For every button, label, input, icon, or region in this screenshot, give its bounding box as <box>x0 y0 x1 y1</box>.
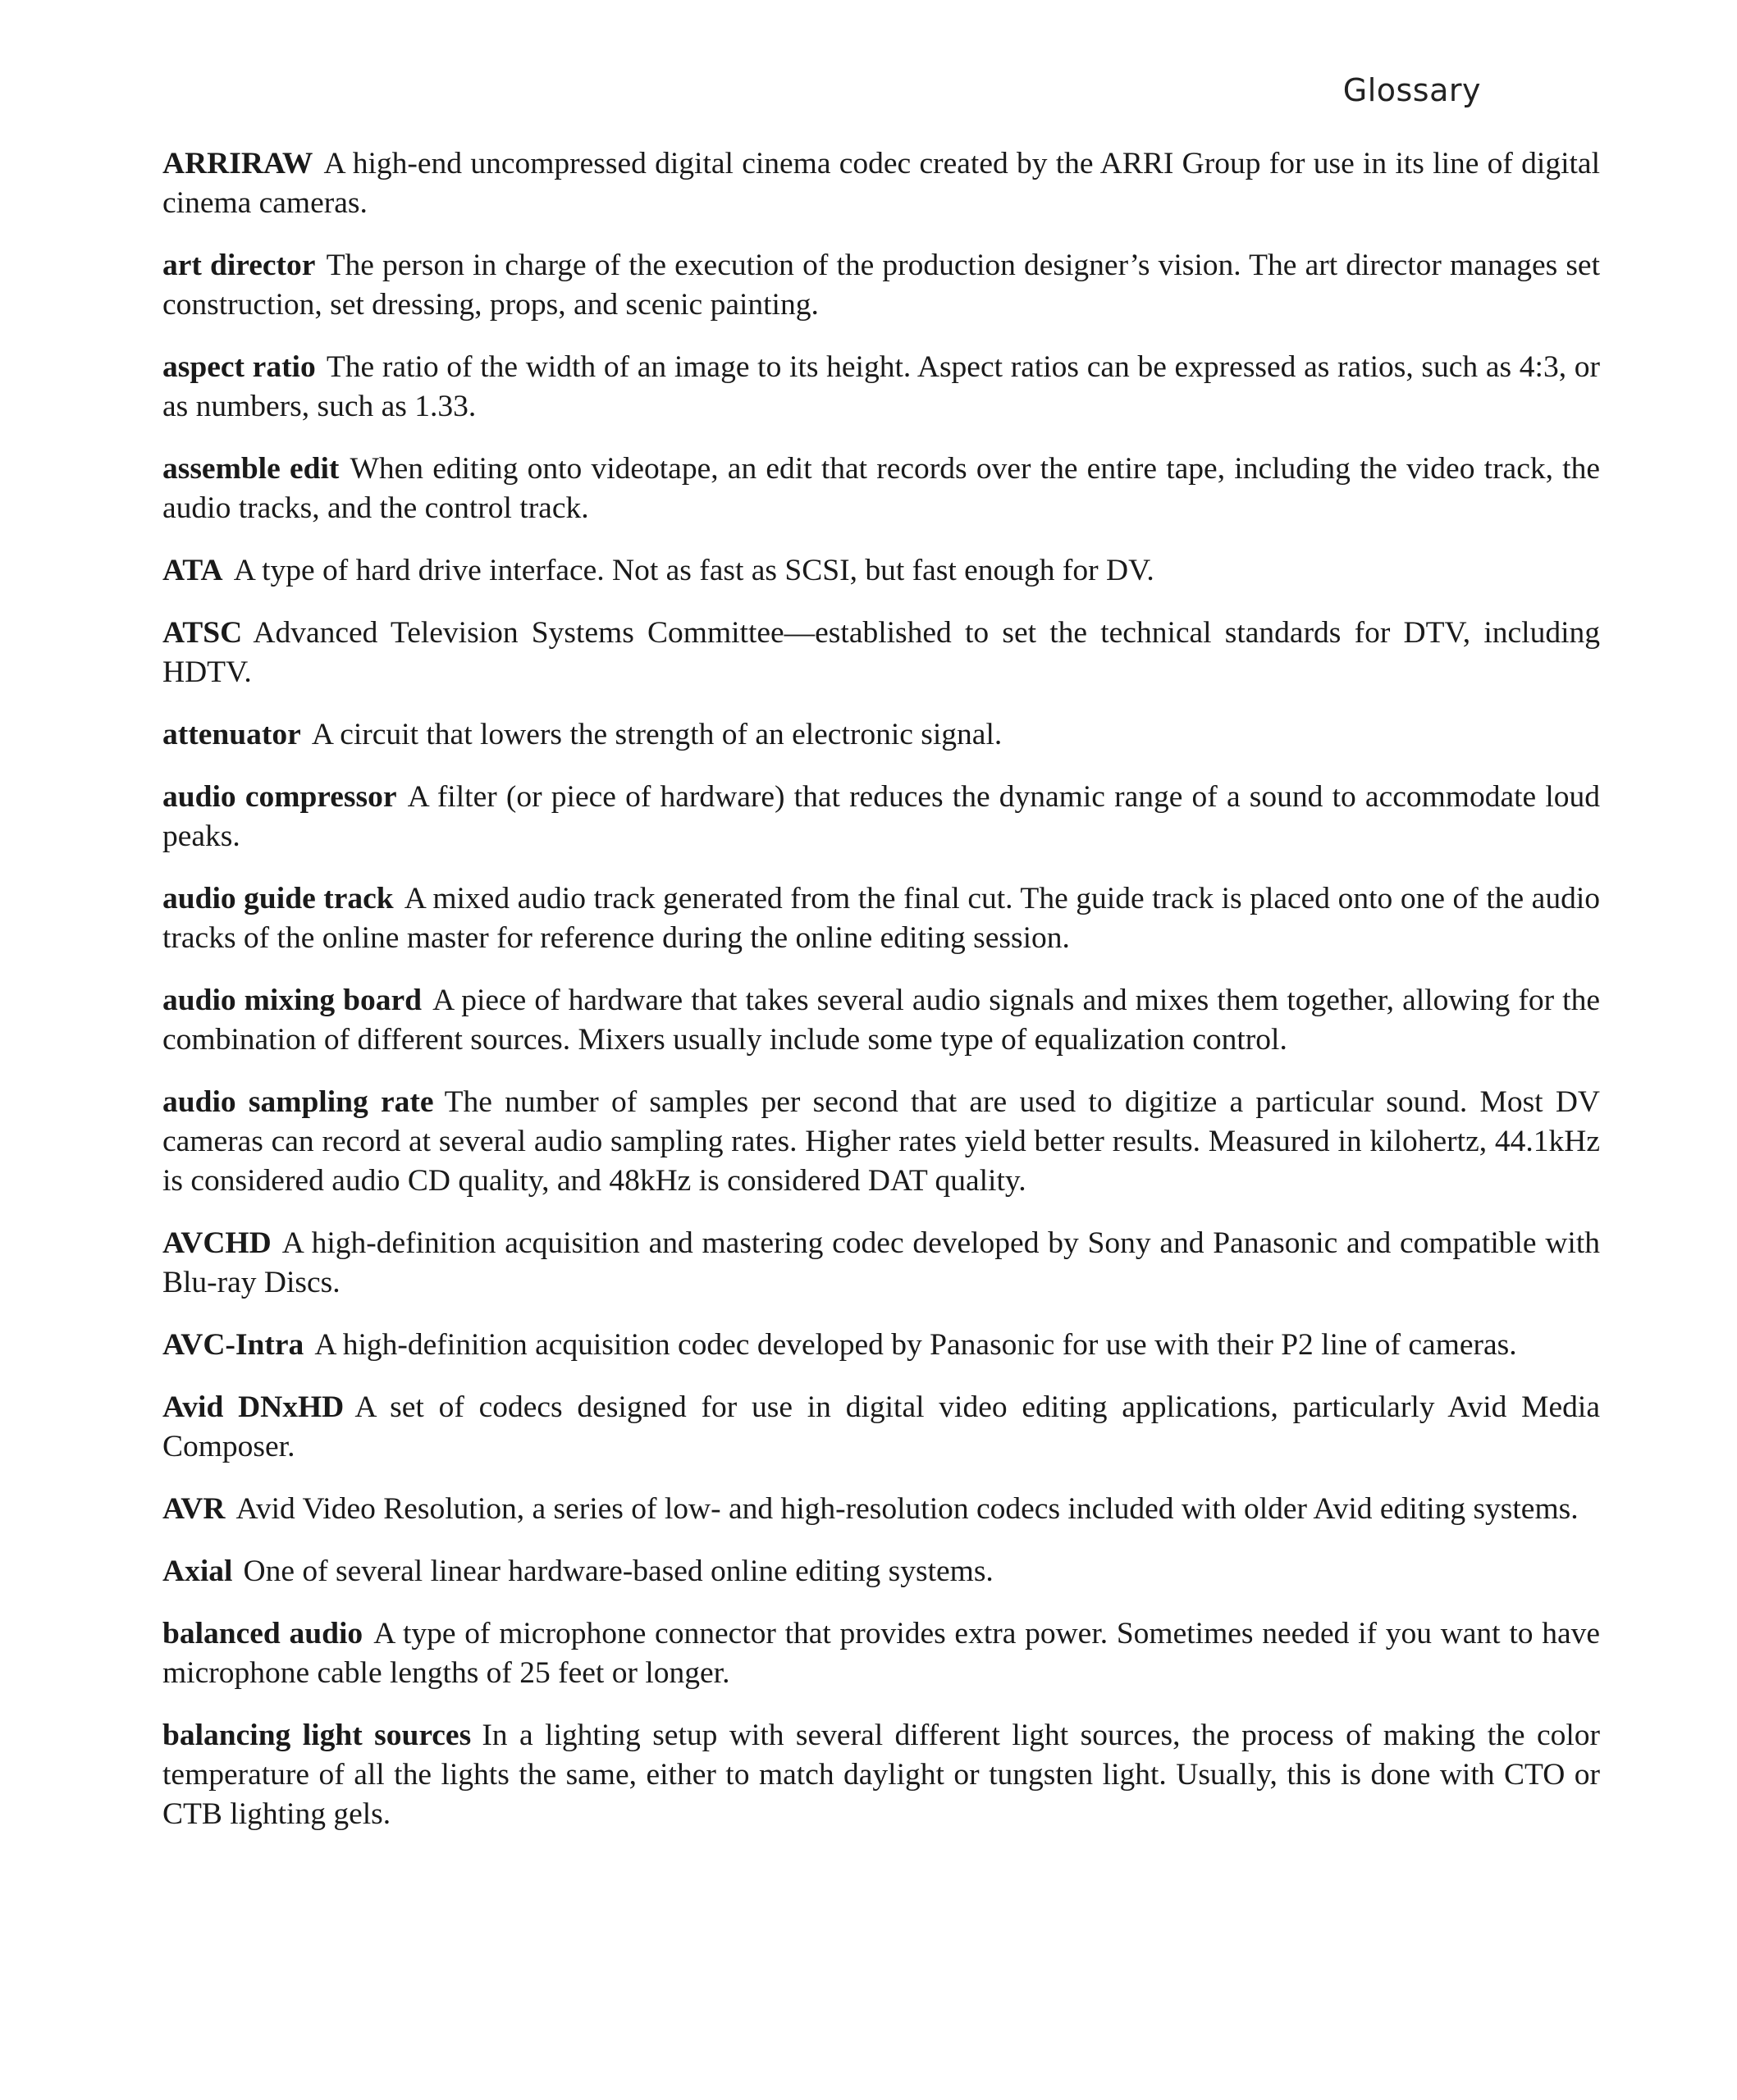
glossary-definition: A high-end uncompressed digital cinema codec created by the ARRI Group for use in its line of digital cinema cameras. <box>162 147 1600 220</box>
glossary-term: ARRIRAW <box>162 147 313 180</box>
glossary-definition: A type of microphone connector that provides extra power. Sometimes needed if you want to have microphone cable lengths of 25 feet or longer. <box>162 1617 1600 1690</box>
glossary-term: attenuator <box>162 718 301 751</box>
glossary-definition: Avid Video Resolution, a series of low- and high-resolution codecs included with older Avid editing systems. <box>235 1492 1579 1526</box>
glossary-entry <box>162 1490 1600 1529</box>
glossary-term: Axial <box>162 1554 233 1588</box>
glossary-term: aspect ratio <box>162 350 316 384</box>
glossary-definition: A type of hard drive interface. Not as fast as SCSI, but fast enough for DV. <box>233 554 1154 587</box>
glossary-entry <box>162 614 1600 692</box>
glossary-entry <box>162 246 1600 325</box>
glossary-entry <box>162 551 1600 591</box>
glossary-entry <box>162 1224 1600 1303</box>
glossary-entry <box>162 879 1600 958</box>
glossary-entry <box>162 450 1600 528</box>
glossary-term: balancing light sources <box>162 1719 472 1752</box>
glossary-entry <box>162 144 1600 223</box>
glossary-term: art director <box>162 249 316 282</box>
glossary-definition: A mixed audio track generated from the final cut. The guide track is placed onto one of the audio tracks of the online master for reference during the online editing session. <box>162 882 1600 955</box>
glossary-entry <box>162 1083 1600 1201</box>
glossary-entry <box>162 348 1600 427</box>
glossary-definition: The number of samples per second that are used to digitize a particular sound. Most DV cameras can record at several audio sampling rates. Higher rates yield better results. Measured in kilohertz, 44.1kHz is considered audio CD quality, and 48kHz is considered DAT quality. <box>162 1085 1600 1198</box>
glossary-definition: When editing onto videotape, an edit that records over the entire tape, including the video track, the audio tracks, and the control track. <box>162 452 1600 525</box>
glossary-definition: A set of codecs designed for use in digital video editing applications, particularly Avid Media Composer. <box>162 1390 1600 1463</box>
glossary-definition: In a lighting setup with several different light sources, the process of making the color temperature of all the lights the same, either to match daylight or tungsten light. Usually, this is done with CTO or CTB lighting gels. <box>162 1719 1601 1831</box>
glossary-entry <box>162 1614 1600 1693</box>
glossary-term: assemble edit <box>162 452 340 486</box>
glossary-term: AVCHD <box>162 1226 272 1260</box>
glossary-list <box>162 144 1600 1857</box>
glossary-entry <box>162 778 1600 856</box>
glossary-definition: The person in charge of the execution of the production designer’s vision. The art director manages set construction, set dressing, props, and scenic painting. <box>162 249 1600 322</box>
glossary-entry <box>162 1716 1600 1834</box>
glossary-entry <box>162 715 1600 755</box>
glossary-term: ATSC <box>162 616 243 650</box>
glossary-entry <box>162 1326 1600 1365</box>
glossary-term: AVR <box>162 1492 226 1526</box>
running-head: Glossary <box>1342 72 1481 108</box>
glossary-definition: The ratio of the width of an image to its height. Aspect ratios can be expressed as ratios, such as 4:3, or as numbers, such as 1.33. <box>162 350 1600 423</box>
glossary-term: AVC-Intra <box>162 1328 304 1362</box>
glossary-definition: A high-definition acquisition and mastering codec developed by Sony and Panasonic and compatible with Blu-ray Discs. <box>162 1226 1600 1299</box>
glossary-definition: A piece of hardware that takes several audio signals and mixes them together, allowing for the combination of different sources. Mixers usually include some type of equalization control. <box>162 984 1600 1057</box>
glossary-definition: One of several linear hardware-based online editing systems. <box>243 1554 994 1588</box>
glossary-term: balanced audio <box>162 1617 363 1650</box>
glossary-entry <box>162 1552 1600 1591</box>
glossary-definition: A filter (or piece of hardware) that reduces the dynamic range of a sound to accommodate loud peaks. <box>162 780 1600 853</box>
glossary-term: audio mixing board <box>162 984 423 1017</box>
glossary-definition: A high-definition acquisition codec developed by Panasonic for use with their P2 line of cameras. <box>314 1328 1517 1362</box>
glossary-term: audio compressor <box>162 780 397 814</box>
glossary-entry <box>162 981 1600 1060</box>
glossary-definition: A circuit that lowers the strength of an electronic signal. <box>311 718 1003 751</box>
glossary-definition: Advanced Television Systems Committee—established to set the technical standards for DTV, including HDTV. <box>162 616 1600 689</box>
glossary-term: ATA <box>162 554 223 587</box>
glossary-term: Avid DNxHD <box>162 1390 345 1424</box>
glossary-term: audio guide track <box>162 882 394 915</box>
glossary-entry <box>162 1388 1600 1467</box>
glossary-term: audio sampling rate <box>162 1085 434 1119</box>
